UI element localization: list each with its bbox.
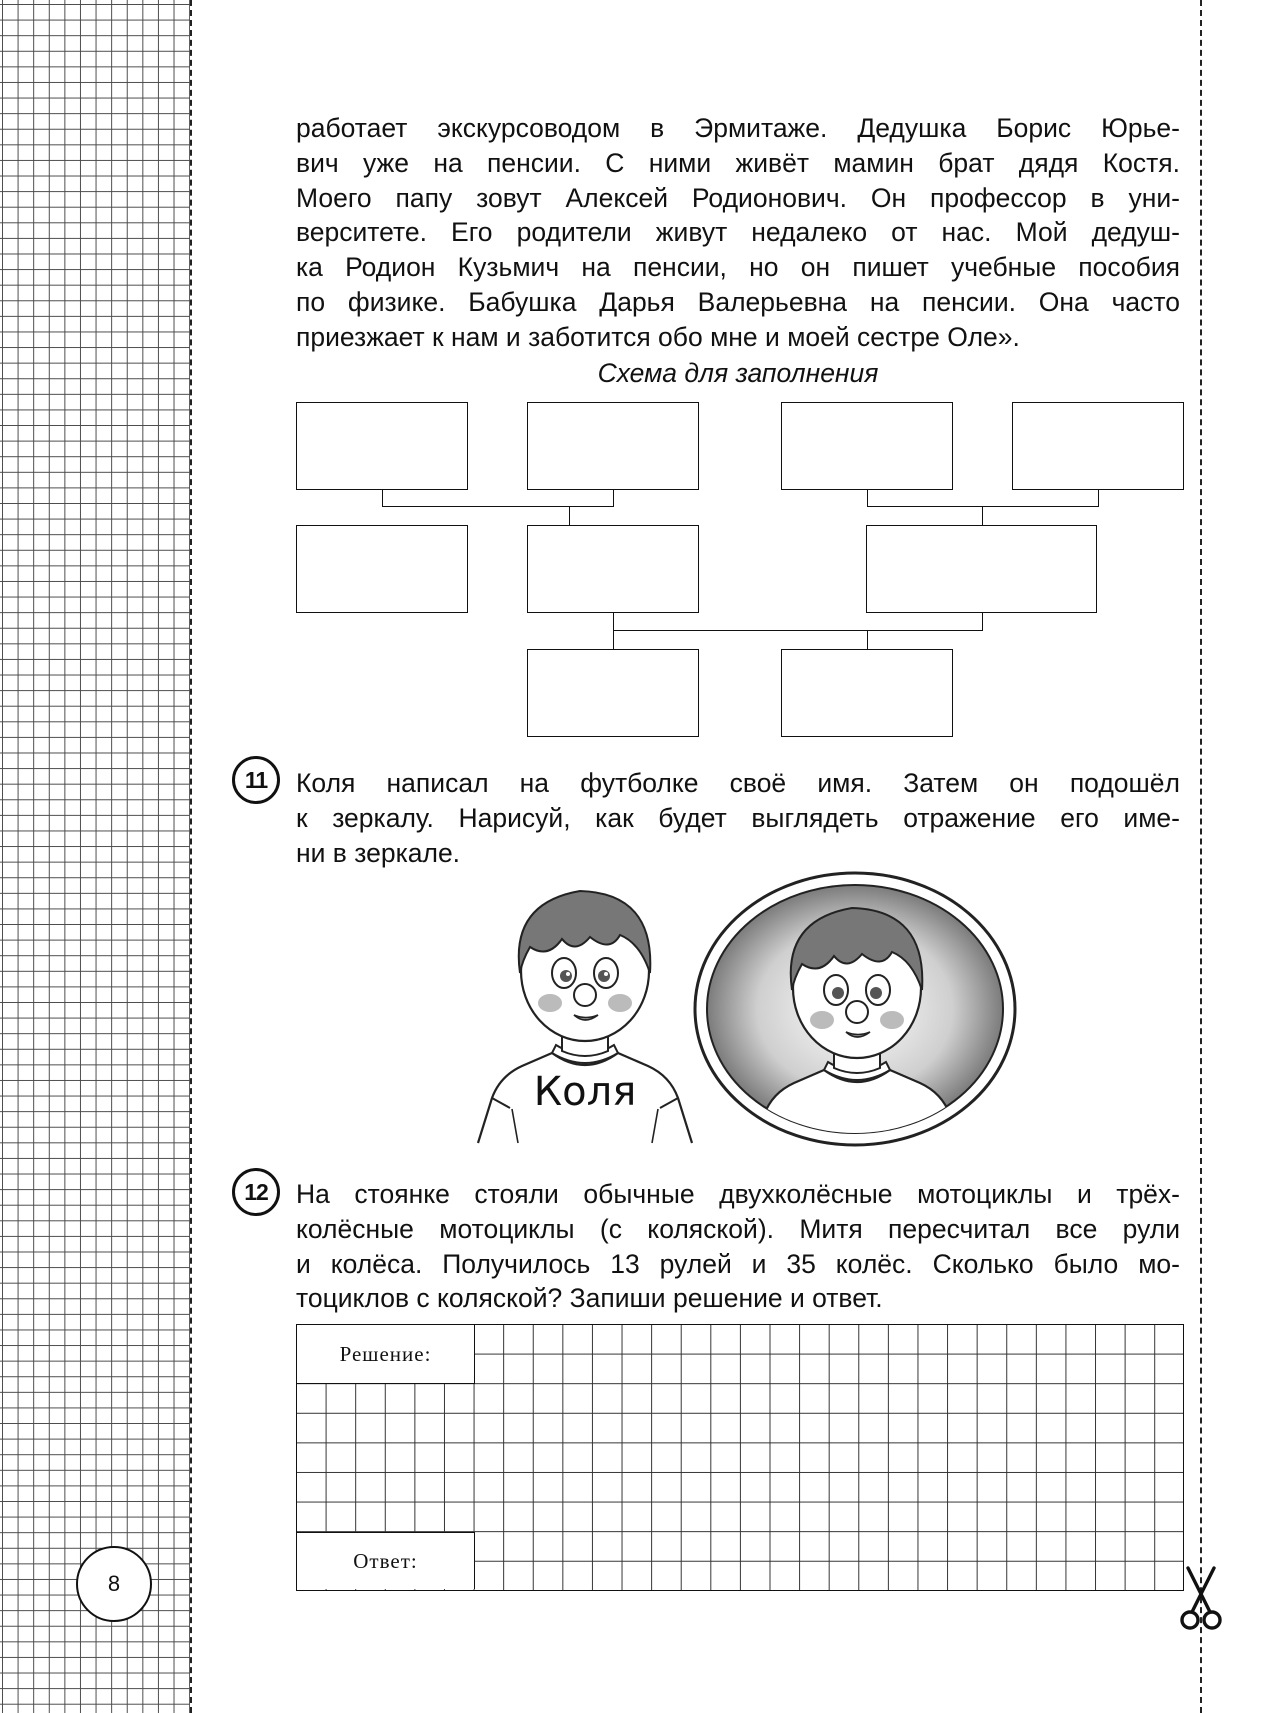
left-cut-line (190, 0, 192, 1713)
margin-gap (192, 0, 198, 1713)
shirt-name: Коля (533, 1069, 637, 1115)
page-number: 8 (76, 1546, 152, 1622)
tree-connector (613, 630, 982, 631)
tree-box-grandparent-2[interactable] (527, 402, 699, 490)
task-12-line: тоциклов с коляской? Запиши решение и ответ. (296, 1283, 883, 1314)
right-cut-line (1200, 0, 1202, 1713)
story-line: ка Родион Кузьмич на пенсии, но он пишет учебные пособия (296, 252, 1180, 283)
margin-grid (0, 0, 190, 1713)
tree-connector (613, 613, 614, 631)
task-12-line: На стоянке стояли обычные двухколёсные мотоциклы и трёх- (296, 1179, 1180, 1209)
task-11-number: 11 (232, 756, 280, 804)
tree-box-parent-2[interactable] (527, 525, 699, 613)
story-line: верситете. Его родители живут недалеко от нас. Мой дедуш- (296, 217, 1180, 248)
task-11-line: Коля написал на футболке своё имя. Затем он подошёл (296, 768, 1180, 798)
task-11-line: ни в зеркале. (296, 837, 461, 868)
tree-box-grandparent-4[interactable] (1012, 402, 1184, 490)
task-11-line: к зеркалу. Нарисуй, как будет выглядеть отражение его име- (296, 802, 1180, 833)
tree-connector (867, 630, 868, 649)
tree-box-parent-1[interactable] (296, 525, 468, 613)
task-12-number: 12 (232, 1168, 280, 1216)
tree-box-grandparent-3[interactable] (781, 402, 953, 490)
tree-connector (982, 506, 983, 525)
tree-connector (569, 506, 570, 525)
scheme-title: Схема для заполнения (597, 358, 879, 388)
story-paragraph (296, 111, 1180, 355)
tree-box-grandparent-1[interactable] (296, 402, 468, 490)
boy-illustration (470, 873, 700, 1145)
tree-connector (613, 490, 614, 507)
story-line: приезжает к нам и заботится обо мне и моей сестре Оле». (296, 321, 1020, 352)
tree-box-child-2[interactable] (781, 649, 953, 737)
scissors-icon (1180, 1566, 1222, 1634)
tree-box-child-1[interactable] (527, 649, 699, 737)
story-line: работает экскурсоводом в Эрмитаже. Дедушка Борис Юрье- (296, 113, 1180, 143)
task-12-text (296, 1177, 1180, 1316)
story-line: Моего папу зовут Алексей Родионович. Он профессор в уни- (296, 182, 1180, 213)
tree-box-parent-3[interactable] (866, 525, 1097, 613)
tree-connector (613, 630, 614, 649)
task-12-line: колёсные мотоциклы (с коляской). Митя пересчитал все рули (296, 1213, 1180, 1244)
solution-label: Решение: (297, 1325, 475, 1384)
task-11-text (296, 766, 1180, 870)
mirror-illustration (690, 868, 1020, 1150)
story-line: по физике. Бабушка Дарья Валерьевна на пенсии. Она часто (296, 286, 1180, 317)
tree-connector (1098, 490, 1099, 507)
tree-connector (382, 490, 383, 507)
task-12-line: и колёса. Получилось 13 рулей и 35 колёс. Сколько было мо- (296, 1248, 1180, 1279)
answer-label: Ответ: (297, 1532, 475, 1589)
tree-connector (867, 490, 868, 507)
story-line: вич уже на пенсии. С ними живёт мамин брат дядя Костя. (296, 147, 1180, 178)
answer-grid[interactable] (296, 1324, 1184, 1591)
tree-connector (382, 506, 613, 507)
tree-connector (982, 613, 983, 631)
